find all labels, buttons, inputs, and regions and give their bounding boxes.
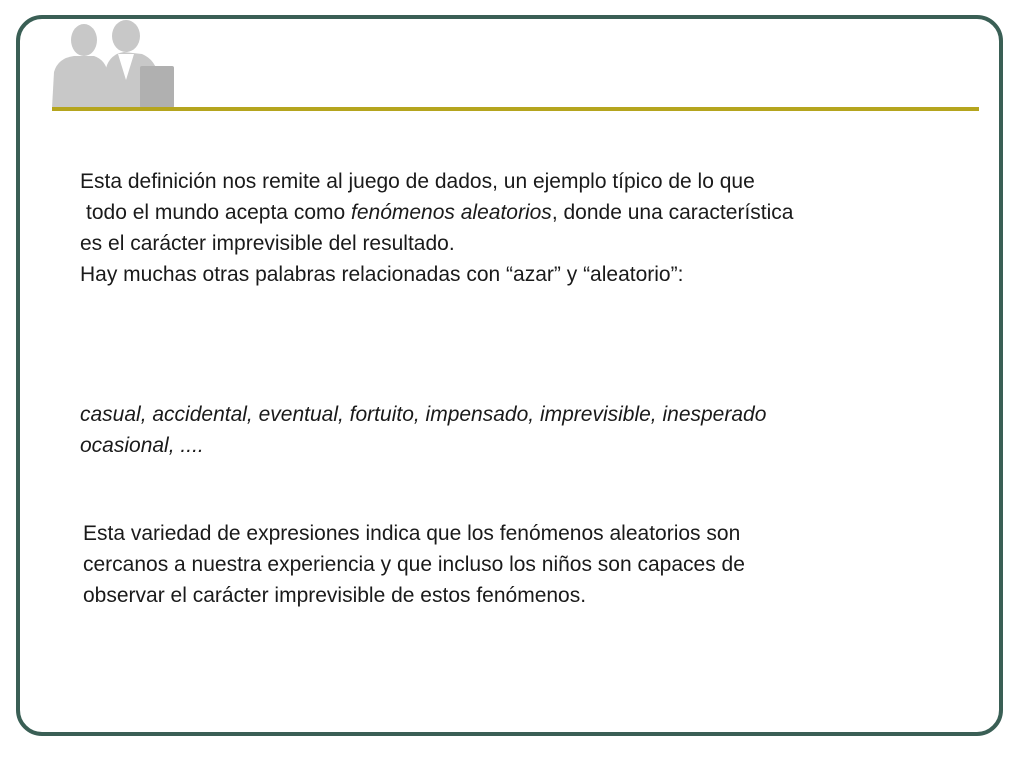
paragraph-line: [80, 197, 793, 228]
paragraph-line: observar el carácter imprevisible de estos fenómenos.: [83, 584, 587, 607]
paragraph-line: Esta variedad de expresiones indica que los fenómenos aleatorios son: [83, 522, 741, 545]
paragraph-conclusion: [83, 518, 745, 611]
text-run: , donde una característica: [551, 201, 794, 224]
slide-frame: [16, 15, 1003, 736]
paragraph-line: casual, accidental, eventual, fortuito, impensado, imprevisible, inesperado: [80, 403, 767, 426]
paragraph-definition: [80, 166, 793, 290]
text-run: todo el mundo acepta como: [86, 201, 352, 224]
italic-term: fenómenos aleatorios: [351, 201, 552, 224]
paragraph-line: Esta definición nos remite al juego de dados, un ejemplo típico de lo que: [80, 170, 755, 193]
paragraph-synonyms: [80, 399, 766, 461]
header-rule: [52, 107, 979, 111]
paragraph-line: cercanos a nuestra experiencia y que incluso los niños son capaces de: [83, 553, 745, 576]
paragraph-line: Hay muchas otras palabras relacionadas con “azar” y “aleatorio”:: [80, 263, 684, 286]
paragraph-line: ocasional, ....: [80, 434, 204, 457]
business-people-silhouette-icon: [44, 20, 174, 108]
paragraph-line: es el carácter imprevisible del resultado.: [80, 232, 455, 255]
